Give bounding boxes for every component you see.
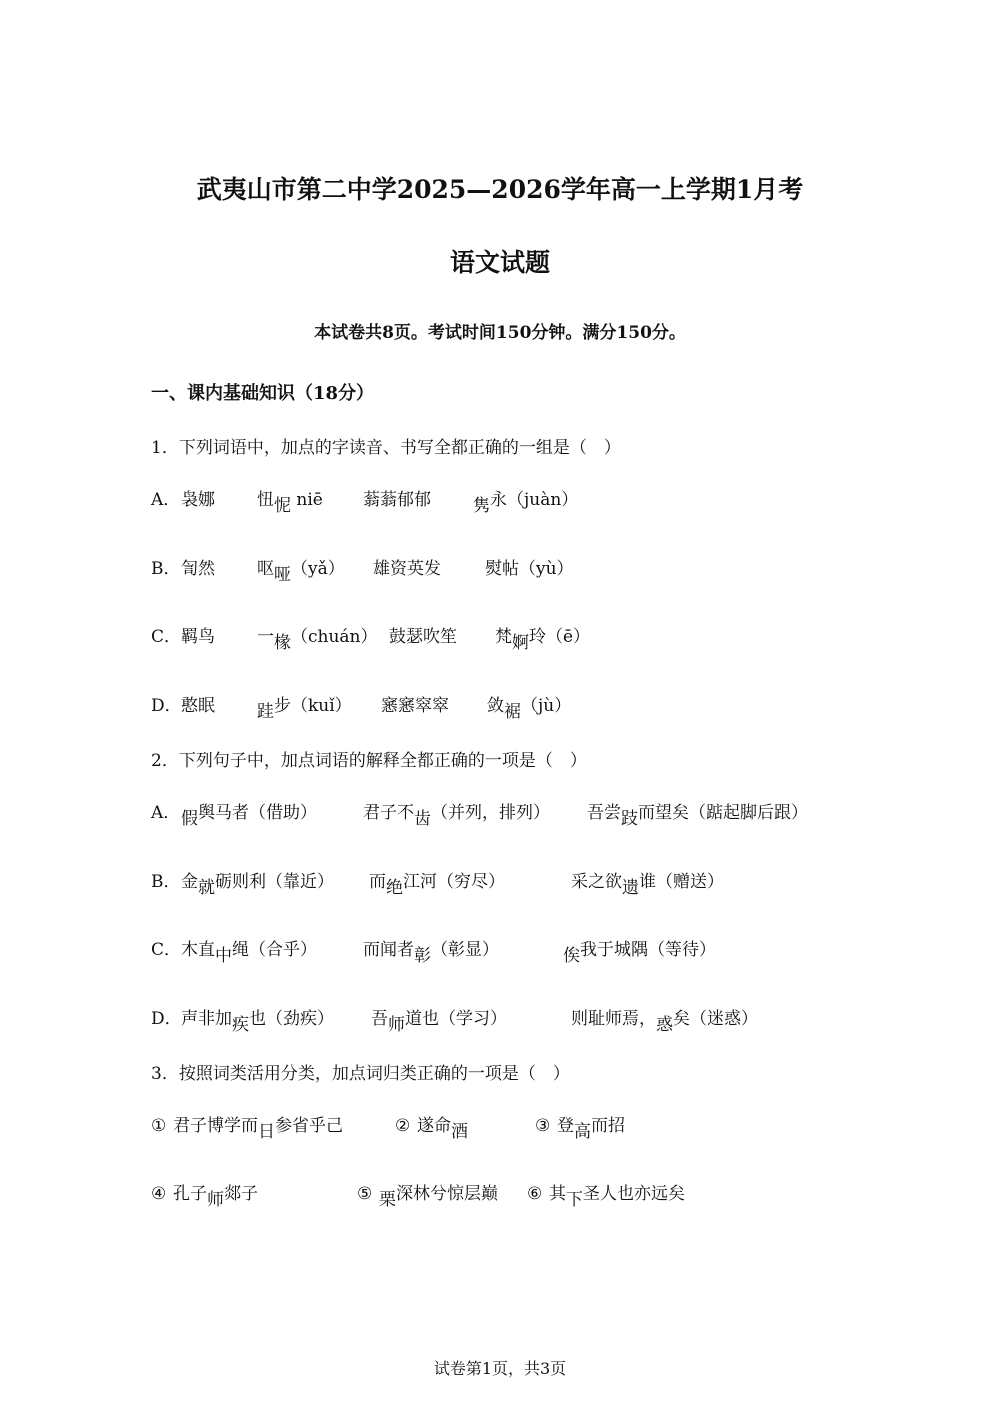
option-word: 梵婀玲（ē） bbox=[495, 627, 591, 653]
option-word: 窸窸窣窣 bbox=[381, 696, 449, 716]
option-word: 蓊蓊郁郁 bbox=[363, 490, 431, 510]
question-2-option-b bbox=[151, 870, 871, 900]
option-phrase: 而闻者彰（彰显） bbox=[363, 940, 499, 966]
question-1-option-d bbox=[151, 694, 851, 724]
option-label: A． bbox=[151, 803, 181, 823]
option-label: C． bbox=[151, 940, 182, 960]
sentence-item: ① 君子博学而日参省乎己 bbox=[151, 1116, 343, 1142]
question-3-stem: 3．按照词类活用分类，加点词归类正确的一项是（ ） bbox=[151, 1064, 570, 1084]
option-phrase: 金就砺则利（靠近） bbox=[181, 872, 334, 898]
option-word: 鼓瑟吹笙 bbox=[389, 627, 457, 647]
option-word: 憨眠 bbox=[181, 696, 215, 716]
option-label: D． bbox=[151, 1009, 182, 1029]
option-label: D． bbox=[151, 696, 182, 716]
question-1-option-a bbox=[151, 488, 851, 518]
question-3-row-1 bbox=[151, 1114, 851, 1144]
option-word: 跬步（kuǐ） bbox=[257, 696, 352, 722]
option-word: 羁鸟 bbox=[181, 627, 215, 647]
option-phrase: 木直中绳（合乎） bbox=[181, 940, 317, 966]
option-phrase: 采之欲遗谁（赠送） bbox=[571, 872, 724, 898]
question-2-option-a bbox=[151, 801, 871, 831]
option-phrase: 而绝江河（穷尽） bbox=[369, 872, 505, 898]
option-word: 訇然 bbox=[181, 559, 215, 579]
option-phrase: 则耻师焉，惑矣（迷惑） bbox=[571, 1009, 758, 1035]
question-1-stem: 1．下列词语中，加点的字读音、书写全都正确的一组是（ ） bbox=[151, 438, 621, 458]
option-word: 袅娜 bbox=[181, 490, 215, 510]
sentence-item: ④ 孔子师郯子 bbox=[151, 1184, 258, 1210]
sentence-item: ② 遂命酒 bbox=[395, 1116, 468, 1142]
option-word: 呕哑（yǎ） bbox=[257, 559, 345, 585]
question-1-option-c bbox=[151, 625, 851, 655]
option-phrase: 声非加疾也（劲疾） bbox=[181, 1009, 334, 1035]
option-phrase: 假舆马者（借助） bbox=[181, 803, 317, 829]
option-phrase: 俟我于城隅（等待） bbox=[563, 940, 716, 966]
question-2-stem: 2．下列句子中，加点词语的解释全都正确的一项是（ ） bbox=[151, 751, 587, 771]
option-phrase: 吾尝跂而望矣（踮起脚后跟） bbox=[587, 803, 808, 829]
question-1-option-b bbox=[151, 557, 851, 587]
question-2-option-d bbox=[151, 1007, 871, 1037]
option-word: 一椽（chuán） bbox=[257, 627, 378, 653]
option-label: B． bbox=[151, 559, 181, 579]
option-label: A． bbox=[151, 490, 181, 510]
sentence-item: ③ 登高而招 bbox=[535, 1116, 625, 1142]
option-word: 雄资英发 bbox=[373, 559, 441, 579]
exam-title-line1: 武夷山市第二中学2025—2026学年高一上学期1月考 bbox=[196, 175, 804, 204]
option-word: 敛裾（jù） bbox=[487, 696, 572, 722]
page-footer: 试卷第1页，共3页 bbox=[433, 1359, 567, 1378]
option-label: C． bbox=[151, 627, 182, 647]
option-word: 熨帖（yù） bbox=[485, 559, 574, 579]
question-3-row-2 bbox=[151, 1182, 851, 1212]
sentence-item: ⑥ 其下圣人也亦远矣 bbox=[527, 1184, 685, 1210]
option-word: 隽永（juàn） bbox=[473, 490, 579, 516]
option-phrase: 君子不齿（并列，排列） bbox=[363, 803, 550, 829]
option-label: B． bbox=[151, 872, 181, 892]
section-heading: 一、课内基础知识（18分） bbox=[151, 383, 375, 404]
exam-title-line2: 语文试题 bbox=[449, 248, 550, 277]
sentence-item: ⑤ 栗深林兮惊层巅 bbox=[357, 1184, 498, 1210]
option-word: 忸怩 niē bbox=[257, 490, 323, 516]
question-2-option-c bbox=[151, 938, 871, 968]
option-phrase: 吾师道也（学习） bbox=[371, 1009, 507, 1035]
exam-note: 本试卷共8页。考试时间150分钟。满分150分。 bbox=[314, 323, 686, 343]
